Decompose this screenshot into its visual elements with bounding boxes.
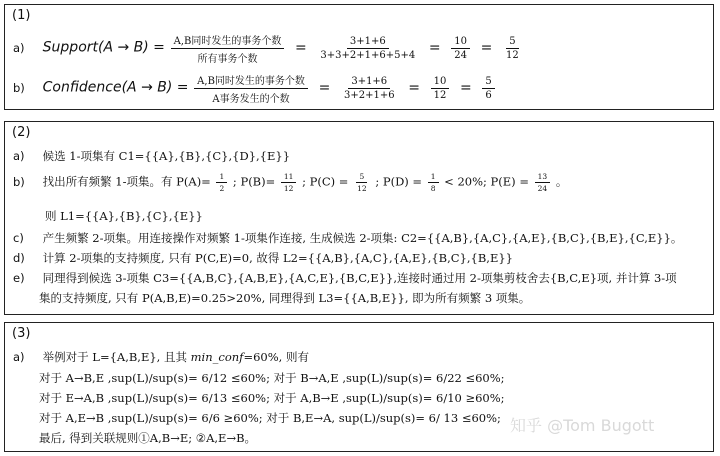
fraction [428,172,439,193]
equals-sign: = [318,79,331,96]
fraction [216,172,227,193]
fraction [171,32,285,65]
step-d [13,250,513,266]
step-text: 产生频繁 2-项集。用连接操作对频繁 1-项集作连接, 生成候选 2-项集: C2={{A,B},{A,C},{A,E},{B,C},{B,E},{C,E}}。 [42,231,683,245]
step-text: 集的支持频度, 只有 P(A,B,E)=0.25>20%, 同理得到 L3={{A,B,E}}, 即为所有频繁 3 项集。 [39,291,531,305]
denominator: 12 [433,90,447,101]
step-text: 举例对于 L={A,B,E}, 且其 [42,350,187,364]
numerator: 11 [281,172,297,183]
equals-sign: = [480,39,493,56]
step-text: ; P(D) = [375,174,423,189]
fraction [194,72,308,105]
step-text: 候选 1-项集有 C1={{A},{B},{C},{D},{E}} [42,149,291,163]
step-text: 找出所有频繁 1-项集。有 P(A)= [42,174,211,189]
numerator: 5 [356,172,367,183]
denominator: 12 [357,184,367,193]
step-text: < 20%; P(E) = [444,174,529,189]
item-label: b) [13,80,25,95]
denominator: 2 [219,184,225,193]
fraction [482,76,494,101]
confidence-lhs: Confidence(A → B) = [42,79,189,96]
step-text: 计算 2-项集的支持频度, 只有 P(C,E)=0, 故得 L2={{A,B},{A,C},{A,E},{B,C},{B,E}} [42,251,513,265]
support-formula [13,32,524,65]
denominator: 6 [485,90,492,101]
rule-line: 对于 A,E→B ,sup(L)/sup(s)= 6/6 ≥60%; 对于 B,E→A, sup(L)/sup(s)= 6/ 13 ≤60%; [39,411,501,425]
step-text: ; P(C) = [302,174,349,189]
step-text: 则 L1={{A},{B},{C},{E}} [45,209,203,223]
item-label: e) [13,271,25,285]
section-number: (3) [12,326,31,341]
watermark: 知乎 @Tom Bugott [510,416,655,435]
denominator: 24 [454,50,467,61]
numerator: A,B同时发生的事务个数 [194,72,308,89]
equals-sign: = [428,39,441,56]
step-b [13,172,567,193]
step-e-continued [39,290,530,306]
item-label: b) [13,174,25,189]
numerator: A,B同时发生的事务个数 [171,32,285,49]
section-number: (1) [12,8,31,23]
section-1-box [4,4,714,110]
fraction [281,172,297,193]
step-text: =60%, 则有 [243,350,309,364]
numerator: 1 [428,172,439,183]
rule-conclusion: 最后, 得到关联规则①A,B→E; ②A,E→B。 [39,431,257,445]
fraction [354,172,370,193]
fraction [503,36,522,61]
step-a [13,148,290,164]
confidence-formula [13,72,497,105]
numerator: 5 [482,76,494,89]
fraction [535,172,551,193]
denominator: 24 [537,184,548,193]
step-b-result [45,208,203,224]
equals-sign: = [294,39,307,56]
rule-example [13,349,309,365]
denominator: 12 [283,184,294,193]
step-e [13,270,677,286]
numerator: 13 [535,172,551,183]
fraction [451,36,470,61]
denominator: A事务发生的个数 [212,94,290,105]
item-label: a) [13,350,25,364]
equals-sign: = [460,79,472,96]
numerator: 10 [451,36,470,49]
denominator: 3+2+1+6 [343,90,395,101]
numerator: 3+1+6 [348,76,390,89]
item-label: a) [13,149,25,163]
support-lhs: Support(A → B) = [42,39,165,56]
step-text: ; P(B)= [232,174,276,189]
section-2-box [4,121,714,315]
numerator: 3+1+6 [347,36,389,49]
step-c [13,230,682,246]
denominator: 3+3+2+1+6+5+4 [320,50,416,61]
item-label: d) [13,251,25,265]
fraction [317,36,418,61]
equals-sign: = [408,79,420,96]
rule-line: 对于 A→B,E ,sup(L)/sup(s)= 6/12 ≤60%; 对于 B→A,E ,sup(L)/sup(s)= 6/22 ≤60%; [39,371,505,385]
item-label: c) [13,231,24,245]
numerator: 5 [506,36,518,49]
rule-line: 对于 E→A,B ,sup(L)/sup(s)= 6/13 ≤60%; 对于 A,B→E ,sup(L)/sup(s)= 6/10 ≥60%; [39,391,505,405]
numerator: 10 [431,76,450,89]
section-number: (2) [12,125,31,140]
denominator: 所有事务个数 [197,54,258,65]
denominator: 12 [506,50,519,61]
item-label: a) [13,40,25,55]
min-conf-term: min_conf [190,350,244,364]
fraction [341,76,398,101]
step-text: 。 [555,174,568,189]
numerator: 1 [216,172,227,183]
step-text: 同理得到候选 3-项集 C3={{A,B,C},{A,B,E},{A,C,E},{B,C,E}},连接时通过用 2-项集剪枝舍去{B,C,E}项, 并计算 3-项 [42,271,677,285]
denominator: 8 [430,184,436,193]
fraction [431,76,450,101]
